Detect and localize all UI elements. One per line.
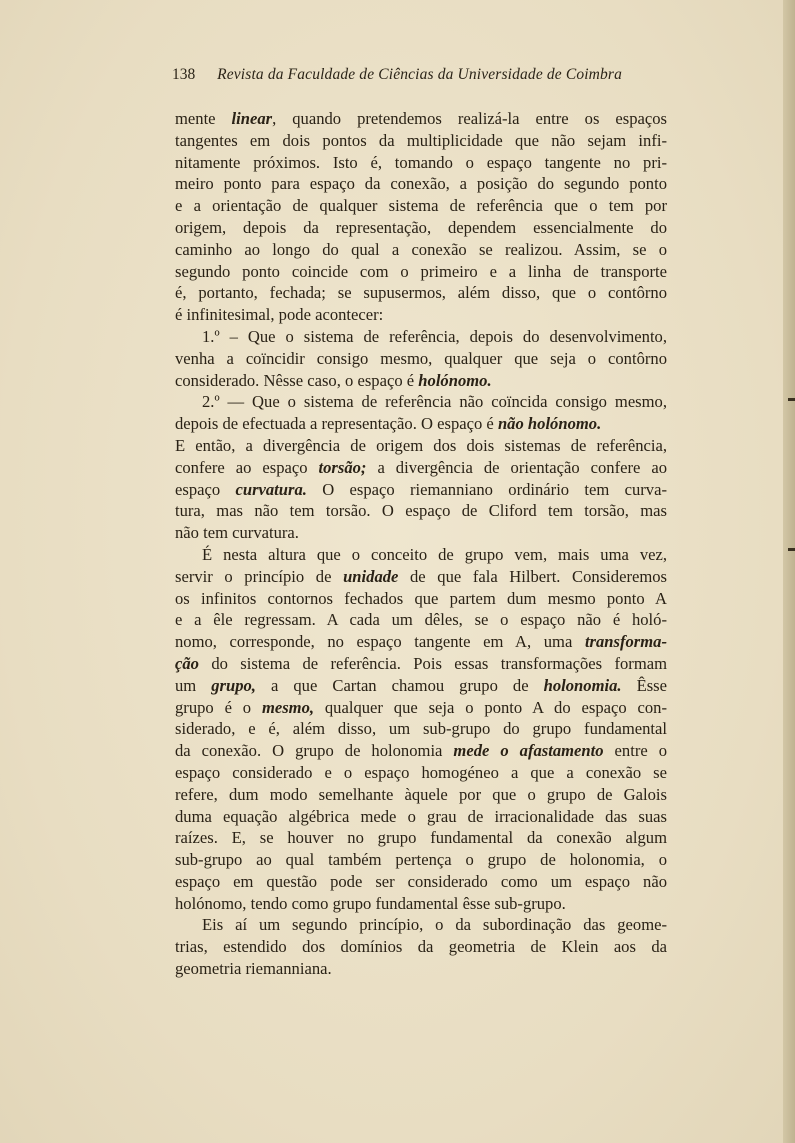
text-run: tangentes em dois pontos da multiplicidade que não sejam infi- [175, 130, 667, 150]
text-run: é infinitesimal, pode acontecer: [175, 305, 384, 325]
text-run: tura, mas não tem torsão. O espaço de Cliford tem torsão, mas [175, 501, 667, 521]
italic-run: torsão; [318, 457, 367, 477]
text-run: considerado. Nêsse caso, o espaço é [175, 370, 419, 390]
text-run: é, portanto, fechada; se supusermos, além disso, que o contôrno [175, 283, 667, 303]
text-line [175, 348, 667, 370]
text-line [175, 588, 667, 610]
text-line [175, 609, 667, 631]
italic-run: linear [231, 109, 273, 128]
italic-run: ção [175, 653, 199, 673]
text-line [175, 261, 667, 283]
text-run: confere ao espaço [175, 457, 319, 477]
text-run: trias, estendido dos domínios da geometria de Klein aos da [175, 937, 667, 957]
text-run: caminho ao longo do qual a conexão se realizou. Assim, se o [175, 239, 667, 259]
text-run: a que Cartan chamou grupo de [255, 675, 544, 695]
text-run: grupo é o [175, 697, 262, 717]
text-line [175, 152, 667, 174]
text-run: do sistema de referência. Pois essas transformações formam [198, 653, 667, 673]
text-line [175, 130, 667, 152]
text-line [175, 500, 667, 522]
text-line [175, 893, 667, 915]
text-run: e a êle regressam. A cada um dêles, se o espaço não é holó- [175, 610, 667, 630]
text-line [175, 435, 667, 457]
text-line [175, 718, 667, 740]
text-run: Êsse [621, 675, 667, 695]
text-line [175, 173, 667, 195]
text-run: de que fala Hilbert. Consideremos [398, 566, 668, 586]
text-run: , quando pretendemos realizá-la entre os espaços [272, 109, 667, 128]
text-line [175, 370, 667, 392]
text-line [175, 827, 667, 849]
text-run: 2.º — Que o sistema de referência não coïncida consigo mesmo, [202, 392, 667, 412]
text-run: refere, dum modo semelhante àquele por que o grupo de Galois [175, 784, 667, 804]
text-line [175, 217, 667, 239]
text-run: segundo ponto coincide com o primeiro e a linha de transporte [175, 261, 667, 281]
text-run: meiro ponto para espaço da conexão, a posição do segundo ponto [175, 174, 667, 194]
text-run: espaço considerado e o espaço homogéneo a que a conexão se [175, 762, 667, 782]
running-title: Revista da Faculdade de Ciências da Universidade de Coimbra [217, 66, 623, 83]
text-line [175, 958, 667, 980]
italic-run: transforma- [584, 632, 667, 652]
text-run: holónomo, tendo como grupo fundamental êsse sub-grupo. [175, 893, 566, 913]
text-line [175, 675, 667, 697]
text-run: mente [175, 109, 232, 128]
text-run: Eis aí um segundo princípio, o da subordinação das geome- [202, 915, 667, 935]
text-line [175, 806, 667, 828]
text-run: servir o princípio de [175, 566, 344, 586]
text-line [175, 871, 667, 893]
page-edge [783, 0, 795, 1143]
margin-mark [788, 548, 795, 551]
italic-run: grupo, [211, 675, 256, 695]
text-run: nitamente próximos. Isto é, tomando o espaço tangente no pri- [175, 152, 667, 172]
text-line [175, 697, 667, 719]
italic-run: unidade [343, 566, 399, 586]
text-line [175, 740, 667, 762]
text-line [175, 849, 667, 871]
text-run: sub-grupo ao qual também pertença o grupo de holonomia, o [175, 850, 667, 870]
text-line [175, 762, 667, 784]
text-line [175, 108, 667, 130]
text-line [175, 522, 667, 544]
text-run: não tem curvatura. [175, 523, 299, 543]
text-run: origem, depois da representação, dependem essencialmente do [175, 217, 667, 237]
text-run: duma equação algébrica mede o grau de irracionalidade das suas [175, 806, 667, 826]
text-line [175, 936, 667, 958]
text-line [175, 413, 667, 435]
text-line [175, 479, 667, 501]
text-line [175, 457, 667, 479]
text-run: espaço [175, 479, 236, 499]
text-line [175, 653, 667, 675]
text-run: da conexão. O grupo de holonomia [175, 741, 454, 761]
margin-mark [788, 398, 795, 401]
italic-run: holonomia. [543, 675, 622, 695]
text-line [175, 566, 667, 588]
text-run: os infinitos contornos fechados que partem dum mesmo ponto A [175, 588, 667, 608]
text-run: O espaço riemanniano ordinário tem curva- [306, 479, 667, 499]
text-run: a divergência de orientação confere ao [366, 457, 668, 477]
text-line [175, 239, 667, 261]
text-line [175, 282, 667, 304]
italic-run: holónomo. [418, 370, 492, 390]
text-run: depois de efectuada a representação. O espaço é [175, 414, 498, 434]
italic-run: mesmo, [261, 697, 315, 717]
text-run: nomo, corresponde, no espaço tangente em A, uma [175, 632, 585, 652]
text-line [175, 631, 667, 653]
italic-run: não holónomo. [497, 414, 602, 434]
text-line [175, 391, 667, 413]
text-line [175, 195, 667, 217]
italic-run: mede o afastamento [453, 741, 604, 761]
text-run: espaço em questão pode ser considerado como um espaço não [175, 871, 667, 891]
body-text [175, 108, 667, 980]
text-run: É nesta altura que o conceito de grupo vem, mais uma vez, [202, 544, 667, 564]
text-run: siderado, e é, além disso, um sub-grupo do grupo fundamental [175, 719, 667, 739]
text-line [175, 326, 667, 348]
text-run: E então, a divergência de origem dos dois sistemas de referência, [175, 435, 667, 455]
text-line [175, 544, 667, 566]
page-header [172, 66, 672, 86]
text-run: venha a coïncidir consigo mesmo, qualquer que seja o contôrno [175, 348, 667, 368]
page-number: 138 [172, 66, 196, 83]
text-line [175, 914, 667, 936]
text-run: geometria riemanniana. [175, 959, 332, 979]
text-run: raízes. E, se houver no grupo fundamental da conexão algum [175, 828, 667, 848]
text-run: e a orientação de qualquer sistema de referência que o tem por [175, 196, 667, 216]
text-run: entre o [603, 741, 668, 761]
text-line [175, 784, 667, 806]
text-run: 1.º – Que o sistema de referência, depois do desenvolvimento, [202, 326, 667, 346]
text-run: qualquer que seja o ponto A do espaço con- [314, 697, 667, 717]
text-line [175, 304, 667, 326]
italic-run: curvatura. [235, 479, 307, 499]
text-run: um [175, 675, 212, 695]
